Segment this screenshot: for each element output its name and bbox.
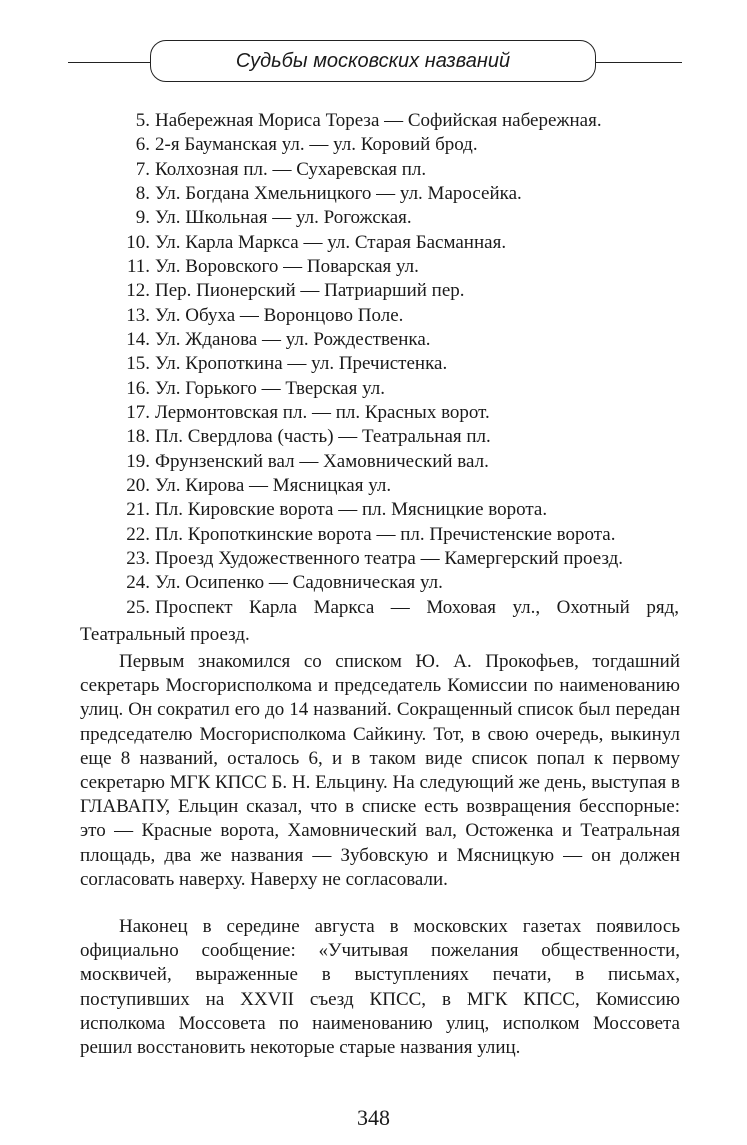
list-item-number: 20.	[126, 474, 150, 496]
list-item-text: Пл. Кропоткинские ворота — пл. Пречистенские ворота.	[155, 523, 616, 545]
list-item	[0, 571, 747, 595]
list-item-number: 9.	[135, 207, 150, 229]
street-rename-list	[0, 109, 747, 620]
list-item-text: Пл. Кировские ворота — пл. Мясницкие ворота.	[155, 499, 548, 521]
list-item-number: 18.	[126, 426, 150, 448]
list-item	[0, 109, 747, 133]
list-item-text: Ул. Кропоткина — ул. Пречистенка.	[155, 353, 448, 375]
header-rule-right	[596, 62, 682, 63]
list-item-text: Проспект Карла Маркса — Моховая ул., Охотный ряд,	[155, 596, 679, 618]
list-item-number: 15.	[126, 353, 150, 375]
running-header	[0, 40, 747, 84]
list-item	[0, 474, 747, 498]
list-item-text: Колхозная пл. — Сухаревская пл.	[155, 158, 427, 180]
list-item-number: 16.	[126, 377, 150, 399]
list-item-number: 12.	[126, 280, 150, 302]
list-item-continuation: Театральный проезд.	[80, 624, 250, 645]
list-item	[0, 231, 747, 255]
list-item-text: Набережная Мориса Тореза — Софийская набережная.	[155, 110, 602, 131]
list-item-number: 5.	[135, 110, 150, 131]
list-item-number: 22.	[126, 523, 150, 545]
list-item	[0, 523, 747, 547]
list-item-text: Ул. Горького — Тверская ул.	[155, 377, 386, 399]
list-item	[0, 596, 747, 620]
list-item	[0, 547, 747, 571]
list-item	[0, 498, 747, 522]
list-item	[0, 328, 747, 352]
list-item-text: 2-я Бауманская ул. — ул. Коровий брод.	[155, 134, 478, 156]
list-item	[0, 206, 747, 230]
list-item-number: 13.	[126, 304, 150, 326]
list-item-number: 6.	[135, 134, 150, 156]
header-title: Судьбы московских названий	[235, 50, 511, 72]
list-item	[0, 158, 747, 182]
list-item	[0, 352, 747, 376]
list-item-number: 11.	[126, 255, 150, 277]
list-item	[0, 255, 747, 279]
list-item-number: 25.	[126, 596, 150, 618]
list-item-text: Пл. Свердлова (часть) — Театральная пл.	[155, 426, 491, 448]
list-item	[0, 425, 747, 449]
list-item-text: Ул. Обуха — Воронцово Поле.	[155, 304, 404, 326]
list-item-text: Проезд Художественного театра — Камергерский проезд.	[155, 547, 624, 569]
list-item-number: 8.	[135, 182, 150, 204]
list-item	[0, 377, 747, 401]
list-item-number: 17.	[126, 401, 150, 423]
list-item	[0, 133, 747, 157]
list-item-text: Ул. Кирова — Мясницкая ул.	[155, 474, 392, 496]
list-item-text: Ул. Осипенко — Садовническая ул.	[155, 572, 443, 594]
list-item-number: 24.	[126, 572, 150, 594]
list-item	[0, 401, 747, 425]
list-item-number: 7.	[135, 158, 150, 180]
list-item-text: Ул. Школьная — ул. Рогожская.	[155, 207, 412, 229]
list-item-text: Ул. Богдана Хмельницкого — ул. Маросейка.	[155, 182, 522, 204]
header-rule-left	[68, 62, 150, 63]
body-paragraph: Наконец в середине августа в московских газетах появилось официально сообщение: «Учитывая пожелания общественности, москвичей, выраженные в выступлениях печати, в письмах, поступивших на XXVII съезд КПСС, в МГК КПСС, Комиссию исполкома Моссовета по наименованию улиц, исполком Моссовета решил восстановить некоторые старые названия улиц.	[80, 916, 680, 1059]
list-item-text: Лермонтовская пл. — пл. Красных ворот.	[155, 401, 490, 423]
list-item	[0, 182, 747, 206]
list-item-text: Ул. Жданова — ул. Рождественка.	[155, 328, 431, 350]
list-item	[0, 304, 747, 328]
list-item	[0, 279, 747, 303]
list-item-number: 21.	[126, 499, 150, 521]
list-item-text: Ул. Карла Маркса — ул. Старая Басманная.	[155, 231, 507, 253]
list-item	[0, 450, 747, 474]
list-item-number: 23.	[126, 547, 150, 569]
list-item-number: 10.	[126, 231, 150, 253]
list-item-text: Фрунзенский вал — Хамовнический вал.	[155, 450, 489, 472]
body-paragraph: Первым знакомился со списком Ю. А. Прокофьев, тогдашний секретарь Мосгорисполкома и председатель Комиссии по наименованию улиц. Он сократил его до 14 названий. Сокращенный список был передан председателю Мосгорисполкома Сайкину. Тот, в свою очередь, выкинул еще 8 названий, осталось 6, и в таком виде список попал к первому секретарю МГК КПСС Б. Н. Ельцину. На следующий же день, выступая в ГЛАВАПУ, Ельцин сказал, что в списке есть возвращения бесспорные: это — Красные ворота, Хамовнический вал, Остоженка и Театральная площадь, два же названия — Зубовскую и Мясницкую — он должен согласовать наверху. Наверху не согласовали.	[80, 651, 680, 890]
list-item-number: 14.	[126, 328, 150, 350]
page-number: 348	[357, 1105, 390, 1130]
list-item-text: Пер. Пионерский — Патриарший пер.	[155, 280, 465, 302]
list-item-text: Ул. Воровского — Поварская ул.	[155, 255, 419, 277]
list-item-number: 19.	[126, 450, 150, 472]
